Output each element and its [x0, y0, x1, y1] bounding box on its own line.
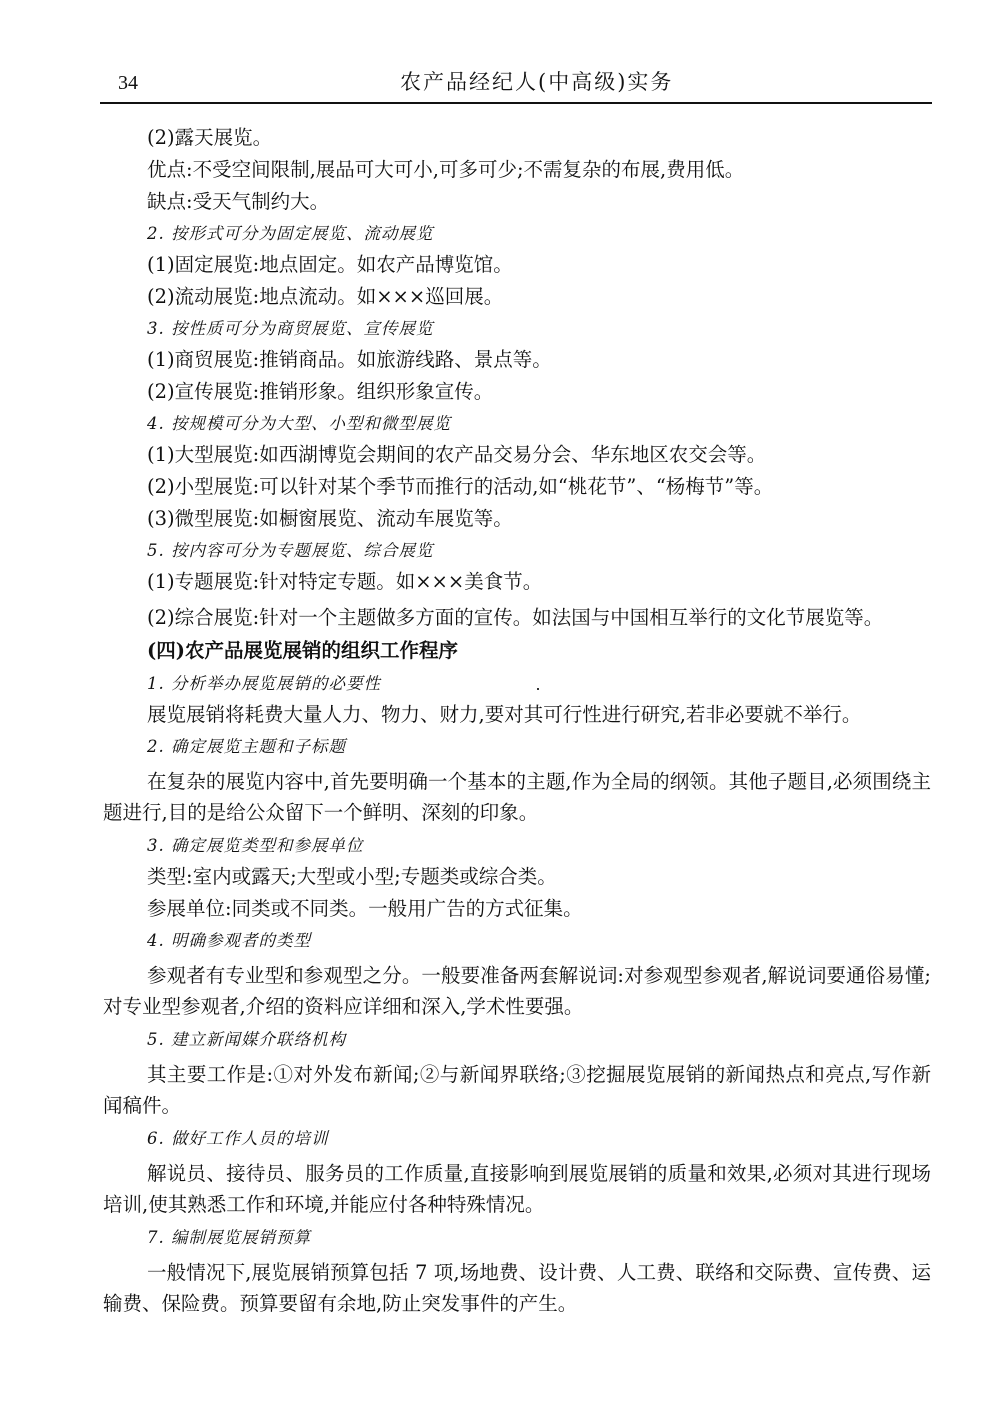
subheading: 5. 建立新闻媒介联络机构 [147, 1030, 346, 1049]
body-paragraph: 解说员、接待员、服务员的工作质量,直接影响到展览展销的质量和效果,必须对其进行现场培训,使其熟悉工作和环境,并能应付各种特殊情况。 [103, 1162, 931, 1216]
body-paragraph: 其主要工作是:①对外发布新闻;②与新闻界联络;③挖掘展览展销的新闻热点和亮点,写作新闻稿件。 [103, 1063, 931, 1117]
body-line: (1)大型展览:如西湖博览会期间的农产品交易分会、华东地区农交会等。 [147, 443, 767, 466]
section-heading: (四)农产品展览展销的组织工作程序 [147, 639, 458, 662]
subheading: 2. 按形式可分为固定展览、流动展览 [147, 224, 434, 243]
page-header [100, 62, 932, 104]
document-body [103, 126, 931, 1325]
body-line: 类型:室内或露天;大型或小型;专题类或综合类。 [147, 865, 557, 888]
body-line: (2)露天展览。 [147, 126, 273, 149]
body-paragraph: 一般情况下,展览展销预算包括 7 项,场地费、设计费、人工费、联络和交际费、宣传费、运输费、保险费。预算要留有余地,防止突发事件的产生。 [103, 1261, 931, 1315]
body-line: (1)固定展览:地点固定。如农产品博览馆。 [147, 253, 513, 276]
subheading: 1. 分析举办展览展销的必要性 [147, 674, 381, 693]
subheading: 3. 确定展览类型和参展单位 [147, 836, 364, 855]
body-line: (2)流动展览:地点流动。如×××巡回展。 [147, 285, 504, 308]
subheading: 4. 按规模可分为大型、小型和微型展览 [147, 414, 451, 433]
scan-speck [537, 688, 539, 690]
subheading: 3. 按性质可分为商贸展览、宣传展览 [147, 319, 434, 338]
body-line: (2)小型展览:可以针对某个季节而推行的活动,如“桃花节”、“杨梅节”等。 [147, 475, 774, 498]
body-line: 缺点:受天气制约大。 [147, 190, 330, 213]
subheading: 2. 确定展览主题和子标题 [147, 737, 346, 756]
running-title: 农产品经纪人(中高级)实务 [400, 70, 674, 94]
body-line: (2)宣传展览:推销形象。组织形象宣传。 [147, 380, 494, 403]
body-line: 展览展销将耗费大量人力、物力、财力,要对其可行性进行研究,若非必要就不举行。 [147, 703, 862, 726]
subheading: 6. 做好工作人员的培训 [147, 1129, 329, 1148]
body-line: 参展单位:同类或不同类。一般用广告的方式征集。 [147, 897, 583, 920]
body-line: (1)专题展览:针对特定专题。如×××美食节。 [147, 570, 543, 593]
body-line: (1)商贸展览:推销商品。如旅游线路、景点等。 [147, 348, 552, 371]
body-line: (3)微型展览:如橱窗展览、流动车展览等。 [147, 507, 513, 530]
body-paragraph: (2)综合展览:针对一个主题做多方面的宣传。如法国与中国相互举行的文化节展览等。 [147, 606, 884, 629]
page-number: 34 [118, 72, 138, 94]
subheading: 4. 明确参观者的类型 [147, 931, 311, 950]
body-line: 优点:不受空间限制,展品可大可小,可多可少;不需复杂的布展,费用低。 [147, 158, 745, 181]
subheading: 7. 编制展览展销预算 [147, 1228, 311, 1247]
body-paragraph: 在复杂的展览内容中,首先要明确一个基本的主题,作为全局的纲领。其他子题目,必须围绕主题进行,目的是给公众留下一个鲜明、深刻的印象。 [103, 770, 931, 824]
subheading: 5. 按内容可分为专题展览、综合展览 [147, 541, 434, 560]
body-paragraph: 参观者有专业型和参观型之分。一般要准备两套解说词:对参观型参观者,解说词要通俗易懂;对专业型参观者,介绍的资料应详细和深入,学术性要强。 [103, 964, 931, 1018]
